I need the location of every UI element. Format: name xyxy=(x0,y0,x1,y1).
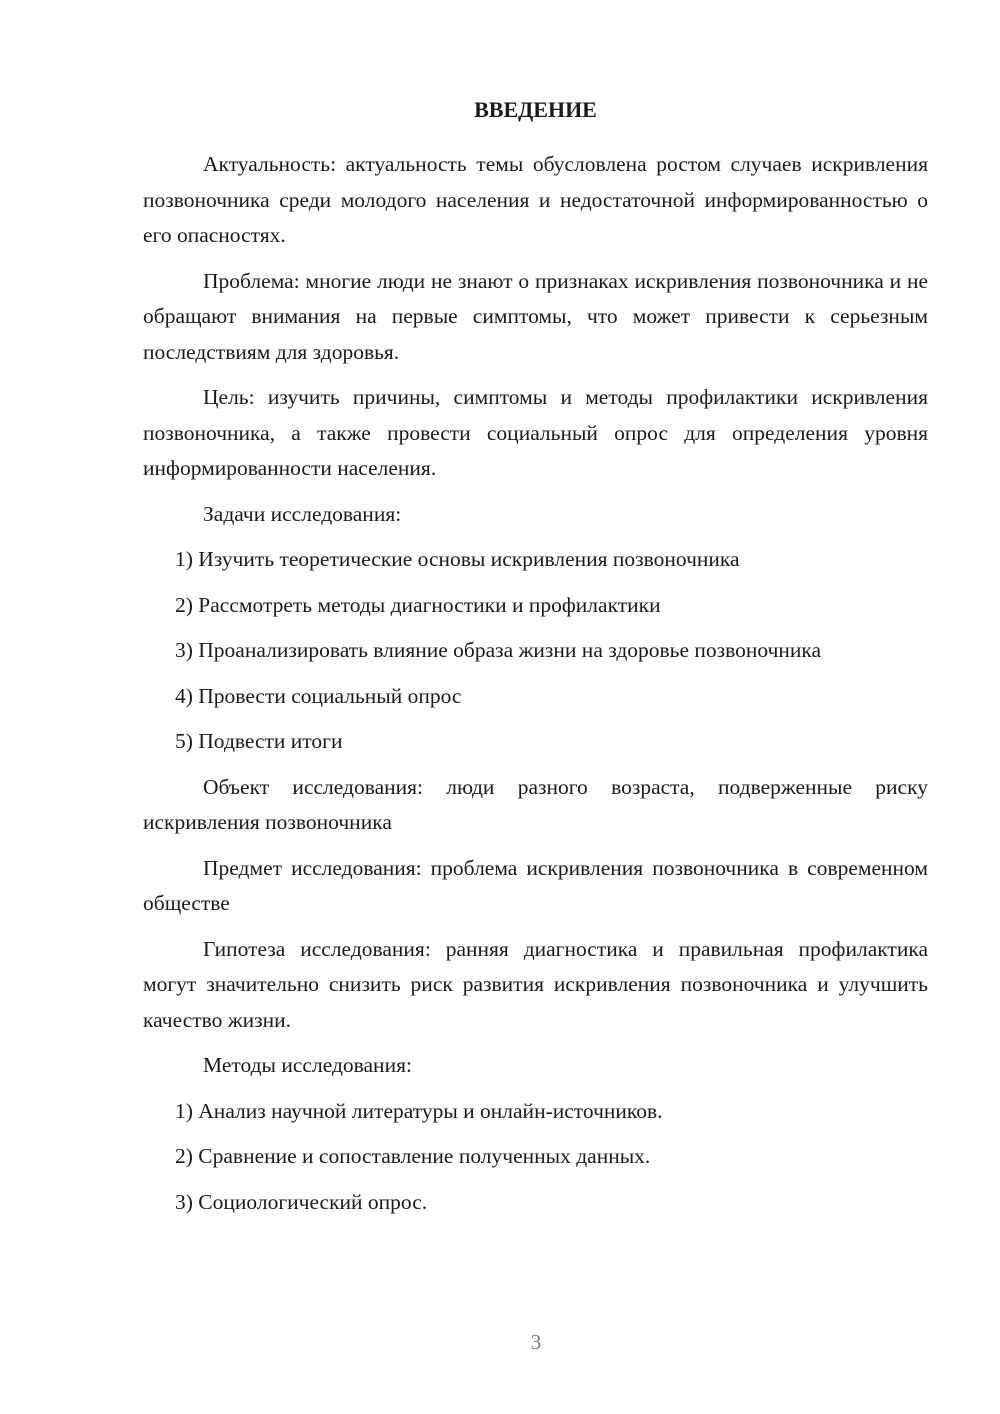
method-item-1: 1) Анализ научной литературы и онлайн-источников. xyxy=(175,1098,663,1123)
goal-paragraph: Цель: изучить причины, симптомы и методы профилактики искривления позвоночника, а также провести социальный опрос для определения уровня информированности населения. xyxy=(143,385,928,480)
page-title: ВВЕДЕНИЕ xyxy=(474,97,597,122)
subject-paragraph: Предмет исследования: проблема искривления позвоночника в современном обществе xyxy=(143,855,928,915)
document-page xyxy=(143,92,928,1230)
task-item-5: 5) Подвести итоги xyxy=(175,729,343,753)
method-item-2: 2) Сравнение и сопоставление полученных данных. xyxy=(175,1144,651,1168)
hypothesis-paragraph: Гипотеза исследования: ранняя диагностика и правильная профилактика могут значительно снизить риск развития искривления позвоночника и улучшить качество жизни. xyxy=(143,936,928,1032)
task-item-4: 4) Провести социальный опрос xyxy=(175,683,462,708)
object-paragraph: Объект исследования: люди разного возраста, подверженные риску искривления позвоночника xyxy=(143,774,928,834)
method-item-3: 3) Социологический опрос. xyxy=(175,1189,428,1214)
task-item-1: 1) Изучить теоретические основы искривления позвоночника xyxy=(175,547,740,571)
tasks-heading: Задачи исследования: xyxy=(203,501,402,526)
relevance-paragraph: Актуальность: актуальность темы обусловлена ростом случаев искривления позвоночника среди молодого населения и недостаточной информированностью о его опасностях. xyxy=(143,152,928,247)
task-item-2: 2) Рассмотреть методы диагностики и профилактики xyxy=(175,592,661,617)
page-number: 3 xyxy=(530,1330,542,1354)
problem-paragraph: Проблема: многие люди не знают о признаках искривления позвоночника и не обращают внимания на первые симптомы, что может привести к серьезным последствиям для здоровья. xyxy=(143,268,928,364)
methods-heading: Методы исследования: xyxy=(203,1053,412,1077)
task-item-3: 3) Проанализировать влияние образа жизни на здоровье позвоночника xyxy=(175,638,822,662)
